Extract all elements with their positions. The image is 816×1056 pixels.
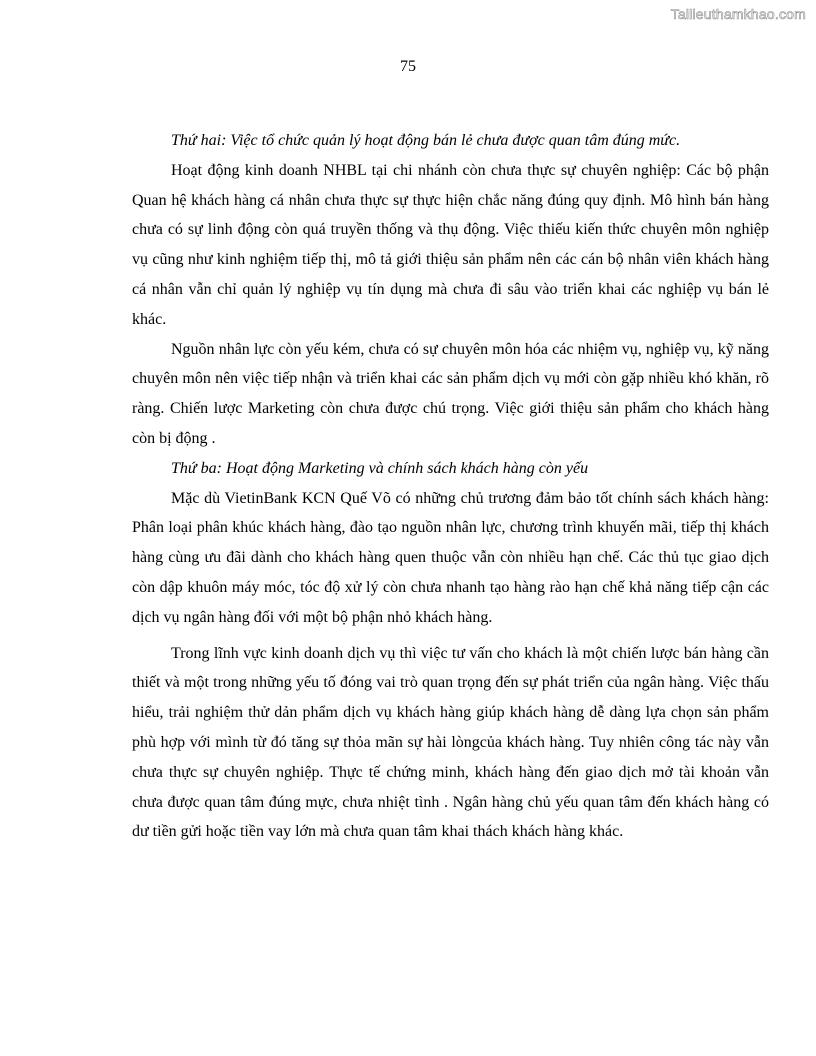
paragraph-vietinbank: Mặc dù VietinBank KCN Quế Võ có những chủ trương đảm bảo tốt chính sách khách hàng: Phân loại phân khúc khách hàng, đào tạo nguồn nhân lực, chương trình khuyến mãi, tiếp thị khách hàng cùng ưu đãi dành cho khách hàng quen thuộc vẫn còn nhiều hạn chế. Các thủ tục giao dịch còn dập khuôn máy móc, tóc độ xử lý còn chưa nhanh tạo hàng rào hạn chế khả năng tiếp cận các dịch vụ ngân hàng đối với một bộ phận nhỏ khách hàng. xyxy=(132,489,769,626)
document-body xyxy=(132,126,769,847)
heading-thu-hai: Thứ hai: Việc tổ chức quản lý hoạt động bán lẻ chưa được quan tâm đúng mức. xyxy=(171,132,681,149)
paragraph-tu-van: Trong lĩnh vực kinh doanh dịch vụ thì việc tư vấn cho khách là một chiến lược bán hàng cần thiết và một trong những yếu tố đóng vai trò quan trọng đến sự phát triển của ngân hàng. Việc thấu hiểu, trải nghiệm thử dản phẩm dịch vụ khách hàng giúp khách hàng dễ dàng lựa chọn sản phẩm phù hợp với mình từ đó tăng sự thỏa mãn sự hài lòngcủa khách hàng. Tuy nhiên công tác này vẫn chưa thực sự chuyên nghiệp. Thực tế chứng minh, khách hàng đến giao dịch mở tài khoản vẫn chưa được quan tâm đúng mực, chưa nhiệt tình . Ngân hàng chủ yếu quan tâm đến khách hàng có dư tiền gửi hoặc tiền vay lớn mà chưa quan tâm khai thách khách hàng khác. xyxy=(132,644,769,841)
heading-thu-ba: Thứ ba: Hoạt động Marketing và chính sách khách hàng còn yếu xyxy=(171,459,589,477)
paragraph-hoat-dong-kinh-doanh: Hoạt động kinh doanh NHBL tại chi nhánh còn chưa thực sự chuyên nghiệp: Các bộ phận Quan hệ khách hàng cá nhân chưa thực sự thực hiện chắc năng đúng quy định. Mô hình bán hàng chưa có sự linh động còn quá truyền thống và thụ động. Việc thiếu kiến thức chuyên môn nghiệp vụ cũng như kinh nghiệm tiếp thị, mô tả giới thiệu sản phẩm nên các cán bộ nhân viên khách hàng cá nhân vẫn chỉ quản lý nghiệp vụ tín dụng mà chưa đi sâu vào triển khai các nghiệp vụ bán lẻ khác. xyxy=(132,161,769,328)
page-number: 75 xyxy=(400,58,416,75)
watermark: Tailieuthamkhao.com xyxy=(670,6,806,22)
paragraph-nguon-nhan-luc: Nguồn nhân lực còn yếu kém, chưa có sự chuyên môn hóa các nhiệm vụ, nghiệp vụ, kỹ năng chuyên môn nên việc tiếp nhận và triển khai các sản phẩm dịch vụ mới còn gặp nhiều khó khăn, rõ ràng. Chiến lược Marketing còn chưa được chú trọng. Việc giới thiệu sản phẩm cho khách hàng còn bị động . xyxy=(132,340,769,447)
